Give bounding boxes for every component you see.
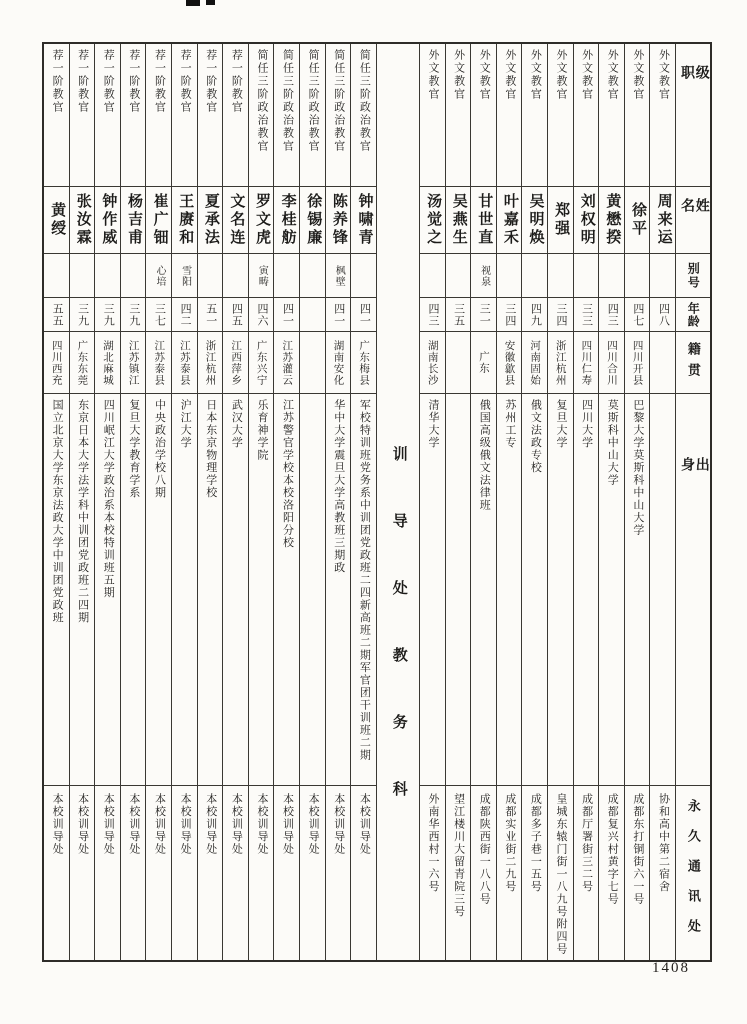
- name-cell: 郑强: [548, 187, 573, 254]
- header-name: 姓名: [676, 187, 710, 254]
- age-cell: 四一: [274, 298, 299, 332]
- alias-cell: 雪阳: [172, 254, 197, 298]
- age-cell: 三四: [497, 298, 522, 332]
- person-column: [419, 44, 445, 960]
- age-cell: 五五: [44, 298, 69, 332]
- person-column: [598, 44, 624, 960]
- native-place-cell: 广东东莞: [70, 332, 95, 394]
- age-cell: 三七: [146, 298, 171, 332]
- native-place-cell: 浙江杭州: [548, 332, 573, 394]
- name-cell: 张汝霖: [70, 187, 95, 254]
- name-cell: 王赓和: [172, 187, 197, 254]
- scan-artifact: [186, 0, 200, 6]
- age-cell: 四七: [625, 298, 650, 332]
- header-age: 年龄: [676, 298, 710, 332]
- alias-cell: 寅畴: [249, 254, 274, 298]
- address-cell: 本校训导处: [358, 793, 371, 856]
- header-background: 出身: [676, 394, 710, 786]
- education-cell: 四川大学: [574, 394, 599, 786]
- rank-cell: 外文教官: [599, 44, 624, 187]
- native-place-cell: 湖北麻城: [95, 332, 120, 394]
- rank-cell: 简任三阶政治教官: [249, 44, 274, 187]
- address-cell: 望江楼川大留青院三号: [452, 793, 465, 918]
- person-column: [325, 44, 351, 960]
- rank-cell: 荐一阶教官: [146, 44, 171, 187]
- name-cell: 文名连: [223, 187, 248, 254]
- name-cell: 吴明焕: [522, 187, 547, 254]
- alias-cell: [420, 254, 445, 298]
- education-cell: 华中大学震旦大学高教班三期政: [326, 394, 351, 786]
- alias-cell: 枫壁: [326, 254, 351, 298]
- header-address: 永久通讯处: [685, 799, 701, 949]
- address-cell: 成都实业街二九号: [503, 793, 516, 893]
- rank-cell: 荐一阶教官: [223, 44, 248, 187]
- rank-cell: 简任三阶政治教官: [274, 44, 299, 187]
- person-column: [44, 44, 69, 960]
- rank-cell: 外文教官: [522, 44, 547, 187]
- education-cell: 东京日本大学法学科中训团党政班二四期: [70, 394, 95, 786]
- education-cell: 复旦大学: [548, 394, 573, 786]
- age-cell: 四二: [172, 298, 197, 332]
- address-cell: 本校训导处: [51, 793, 64, 856]
- native-place-cell: 江苏泰县: [146, 332, 171, 394]
- address-cell: 成都东打铜街六一号: [631, 793, 644, 906]
- rank-cell: 外文教官: [574, 44, 599, 187]
- age-cell: 四六: [249, 298, 274, 332]
- alias-cell: [599, 254, 624, 298]
- education-cell: 江苏警官学校本校洛阳分校: [274, 394, 299, 786]
- native-place-cell: 湖南安化: [326, 332, 351, 394]
- rank-cell: 荐一阶教官: [172, 44, 197, 187]
- header-rank: 级职: [676, 44, 710, 187]
- person-column: [350, 44, 376, 960]
- address-cell: 本校训导处: [179, 793, 192, 856]
- name-cell: 陈养锋: [326, 187, 351, 254]
- rank-cell: 荐一阶教官: [70, 44, 95, 187]
- alias-cell: [223, 254, 248, 298]
- personnel-register-table: [42, 42, 712, 962]
- person-column: [197, 44, 223, 960]
- rank-cell: 荐一阶教官: [121, 44, 146, 187]
- native-place-cell: 江苏镇江: [121, 332, 146, 394]
- education-cell: 俄文法政专校: [522, 394, 547, 786]
- address-cell: 协和高中第二宿舍: [657, 793, 670, 893]
- address-cell: 本校训导处: [204, 793, 217, 856]
- age-cell: 三九: [95, 298, 120, 332]
- alias-cell: [650, 254, 675, 298]
- address-cell: 本校训导处: [255, 793, 268, 856]
- alias-cell: [121, 254, 146, 298]
- native-place-cell: 广东兴宁: [249, 332, 274, 394]
- native-place-cell: 四川开县: [625, 332, 650, 394]
- address-cell: 成都多子巷一五号: [529, 793, 542, 893]
- person-column: [69, 44, 95, 960]
- age-cell: 三九: [121, 298, 146, 332]
- person-column: [445, 44, 471, 960]
- native-place-cell: 四川仁寿: [574, 332, 599, 394]
- address-cell: 本校训导处: [153, 793, 166, 856]
- rank-cell: 外文教官: [497, 44, 522, 187]
- alias-cell: [548, 254, 573, 298]
- alias-cell: [44, 254, 69, 298]
- age-cell: 三三: [574, 298, 599, 332]
- person-column: [222, 44, 248, 960]
- native-place-cell: 浙江杭州: [198, 332, 223, 394]
- rank-cell: 荐一阶教官: [44, 44, 69, 187]
- person-column: [573, 44, 599, 960]
- page-number: 1408: [652, 960, 690, 976]
- person-column: [624, 44, 650, 960]
- address-cell: 本校训导处: [281, 793, 294, 856]
- header-alias: 别号: [676, 254, 710, 298]
- age-cell: 三九: [70, 298, 95, 332]
- name-cell: 刘权明: [574, 187, 599, 254]
- person-column: [521, 44, 547, 960]
- rank-cell: 外文教官: [446, 44, 471, 187]
- alias-cell: [522, 254, 547, 298]
- alias-cell: [574, 254, 599, 298]
- name-cell: 徐平: [625, 187, 650, 254]
- address-cell: 本校训导处: [76, 793, 89, 856]
- name-cell: 钟啸青: [351, 187, 376, 254]
- native-place-cell: 江苏泰县: [172, 332, 197, 394]
- person-column: [470, 44, 496, 960]
- rank-cell: 简任三阶政治教官: [351, 44, 376, 187]
- person-column: [120, 44, 146, 960]
- name-cell: 黄绶: [44, 187, 69, 254]
- education-cell: 武汉大学: [223, 394, 248, 786]
- name-cell: 黄懋揆: [599, 187, 624, 254]
- rank-cell: 荐一阶教官: [95, 44, 120, 187]
- education-cell: [300, 394, 325, 786]
- education-cell: 沪江大学: [172, 394, 197, 786]
- education-cell: 日本东京物理学校: [198, 394, 223, 786]
- name-cell: 崔广钿: [146, 187, 171, 254]
- scan-artifact: [206, 0, 215, 5]
- address-cell: 本校训导处: [102, 793, 115, 856]
- address-cell: 皇城东辕门街一八九号附四号: [555, 793, 568, 956]
- education-cell: 清华大学: [420, 394, 445, 786]
- person-column: [649, 44, 675, 960]
- native-place-cell: 湖南长沙: [420, 332, 445, 394]
- native-place-cell: 四川西充: [44, 332, 69, 394]
- native-place-cell: [650, 332, 675, 394]
- address-cell: 成都陕西街一八八号: [478, 793, 491, 906]
- person-column: [496, 44, 522, 960]
- alias-cell: [198, 254, 223, 298]
- native-place-cell: [446, 332, 471, 394]
- age-cell: 四八: [650, 298, 675, 332]
- name-cell: 徐锡廉: [300, 187, 325, 254]
- age-cell: 五一: [198, 298, 223, 332]
- native-place-cell: 广东梅县: [351, 332, 376, 394]
- education-cell: 巴黎大学莫斯科中山大学: [625, 394, 650, 786]
- rank-cell: 荐一阶教官: [198, 44, 223, 187]
- name-cell: 李桂舫: [274, 187, 299, 254]
- education-cell: [446, 394, 471, 786]
- alias-cell: [625, 254, 650, 298]
- rank-cell: 外文教官: [420, 44, 445, 187]
- education-cell: 中央政治学校八期: [146, 394, 171, 786]
- native-place-cell: 河南固始: [522, 332, 547, 394]
- age-cell: 四九: [522, 298, 547, 332]
- age-cell: 四三: [599, 298, 624, 332]
- person-column: [248, 44, 274, 960]
- row-header-column: [675, 44, 710, 960]
- education-cell: 复旦大学教育学系: [121, 394, 146, 786]
- person-column: [273, 44, 299, 960]
- name-cell: 甘世直: [471, 187, 496, 254]
- alias-cell: [446, 254, 471, 298]
- address-cell: 本校训导处: [307, 793, 320, 856]
- native-place-cell: 广东: [471, 332, 496, 394]
- name-cell: 汤觉之: [420, 187, 445, 254]
- rank-cell: 外文教官: [548, 44, 573, 187]
- alias-cell: [95, 254, 120, 298]
- name-cell: 吴燕生: [446, 187, 471, 254]
- age-cell: 四五: [223, 298, 248, 332]
- alias-cell: [274, 254, 299, 298]
- education-cell: 四川岷江大学政治系本校特训班五期: [95, 394, 120, 786]
- header-native-place: 籍贯: [676, 332, 710, 394]
- rank-cell: 外文教官: [625, 44, 650, 187]
- name-cell: 周来运: [650, 187, 675, 254]
- native-place-cell: 四川合川: [599, 332, 624, 394]
- name-cell: 杨吉甫: [121, 187, 146, 254]
- age-cell: 四一: [326, 298, 351, 332]
- alias-cell: [351, 254, 376, 298]
- age-cell: 三五: [446, 298, 471, 332]
- address-cell: 本校训导处: [230, 793, 243, 856]
- section-title-column: [376, 44, 419, 960]
- native-place-cell: 江西萍乡: [223, 332, 248, 394]
- education-cell: 苏州工专: [497, 394, 522, 786]
- name-cell: 罗文虎: [249, 187, 274, 254]
- name-cell: 钟作威: [95, 187, 120, 254]
- alias-cell: 视泉: [471, 254, 496, 298]
- native-place-cell: 江苏灌云: [274, 332, 299, 394]
- education-cell: 莫斯科中山大学: [599, 394, 624, 786]
- age-cell: 四一: [351, 298, 376, 332]
- rank-cell: 外文教官: [650, 44, 675, 187]
- person-column: [547, 44, 573, 960]
- alias-cell: [497, 254, 522, 298]
- age-cell: 三一: [471, 298, 496, 332]
- education-cell: 乐育神学院: [249, 394, 274, 786]
- address-cell: 成都复兴村黄字七号: [606, 793, 619, 906]
- alias-cell: [300, 254, 325, 298]
- alias-cell: [70, 254, 95, 298]
- education-cell: 军校特训班党务系中训团党政班二四新高班二期军官团干训班二期: [351, 394, 376, 786]
- person-column: [94, 44, 120, 960]
- rank-cell: 简任三阶政治教官: [300, 44, 325, 187]
- native-place-cell: [300, 332, 325, 394]
- address-cell: 外南华西村一六号: [426, 793, 439, 893]
- education-cell: 俄国高级俄文法律班: [471, 394, 496, 786]
- age-cell: [300, 298, 325, 332]
- address-cell: 本校训导处: [332, 793, 345, 856]
- rank-cell: 简任三阶政治教官: [326, 44, 351, 187]
- name-cell: 叶嘉禾: [497, 187, 522, 254]
- education-cell: [650, 394, 675, 786]
- native-place-cell: 安徽歙县: [497, 332, 522, 394]
- name-cell: 夏承法: [198, 187, 223, 254]
- person-column: [145, 44, 171, 960]
- age-cell: 三四: [548, 298, 573, 332]
- alias-cell: 心培: [146, 254, 171, 298]
- education-cell: 国立北京大学东京法政大学中训团党政班: [44, 394, 69, 786]
- address-cell: 成都厅署街三二号: [580, 793, 593, 893]
- person-column: [299, 44, 325, 960]
- section-title: 训导处教务科: [390, 446, 407, 848]
- age-cell: 四三: [420, 298, 445, 332]
- rank-cell: 外文教官: [471, 44, 496, 187]
- person-column: [171, 44, 197, 960]
- address-cell: 本校训导处: [127, 793, 140, 856]
